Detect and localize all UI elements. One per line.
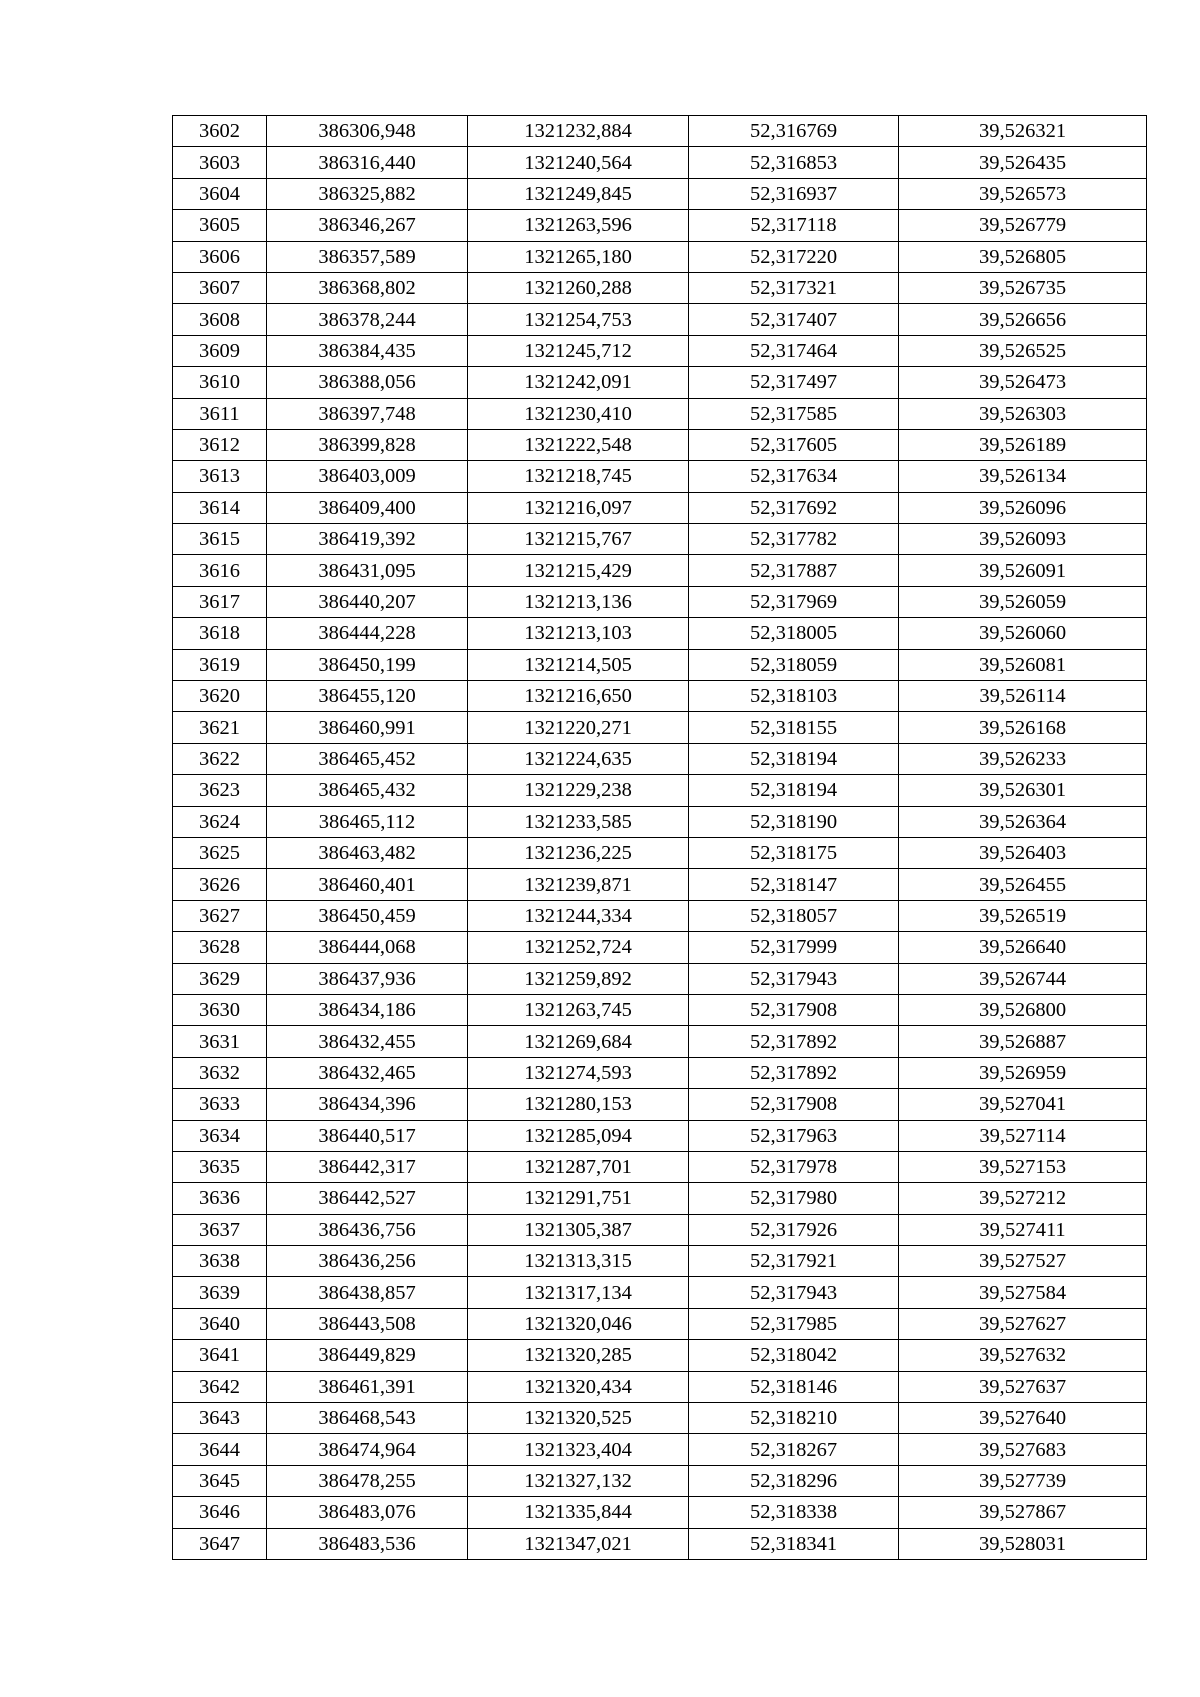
x-coordinate-cell: 386436,256 <box>267 1246 468 1277</box>
latitude-cell: 52,317634 <box>689 461 899 492</box>
table-row <box>173 492 1147 523</box>
y-coordinate-cell: 1321347,021 <box>468 1528 689 1559</box>
y-coordinate-cell: 1321320,525 <box>468 1403 689 1434</box>
x-coordinate-cell: 386409,400 <box>267 492 468 523</box>
latitude-cell: 52,317692 <box>689 492 899 523</box>
longitude-cell: 39,526779 <box>899 210 1147 241</box>
point-number-cell: 3645 <box>173 1465 267 1496</box>
y-coordinate-cell: 1321249,845 <box>468 178 689 209</box>
table-row <box>173 1214 1147 1245</box>
latitude-cell: 52,318147 <box>689 869 899 900</box>
table-row <box>173 1340 1147 1371</box>
latitude-cell: 52,317321 <box>689 272 899 303</box>
point-number-cell: 3606 <box>173 241 267 272</box>
y-coordinate-cell: 1321213,136 <box>468 586 689 617</box>
point-number-cell: 3626 <box>173 869 267 900</box>
point-number-cell: 3627 <box>173 900 267 931</box>
coordinates-table-body <box>173 116 1147 1560</box>
table-row <box>173 618 1147 649</box>
latitude-cell: 52,317921 <box>689 1246 899 1277</box>
table-row <box>173 1465 1147 1496</box>
x-coordinate-cell: 386483,536 <box>267 1528 468 1559</box>
point-number-cell: 3635 <box>173 1151 267 1182</box>
latitude-cell: 52,317782 <box>689 524 899 555</box>
y-coordinate-cell: 1321242,091 <box>468 367 689 398</box>
table-row <box>173 869 1147 900</box>
longitude-cell: 39,526573 <box>899 178 1147 209</box>
longitude-cell: 39,527640 <box>899 1403 1147 1434</box>
longitude-cell: 39,526060 <box>899 618 1147 649</box>
x-coordinate-cell: 386443,508 <box>267 1308 468 1339</box>
x-coordinate-cell: 386432,455 <box>267 1026 468 1057</box>
latitude-cell: 52,317908 <box>689 994 899 1025</box>
longitude-cell: 39,527411 <box>899 1214 1147 1245</box>
longitude-cell: 39,527114 <box>899 1120 1147 1151</box>
latitude-cell: 52,317926 <box>689 1214 899 1245</box>
point-number-cell: 3613 <box>173 461 267 492</box>
x-coordinate-cell: 386444,068 <box>267 932 468 963</box>
x-coordinate-cell: 386384,435 <box>267 335 468 366</box>
x-coordinate-cell: 386399,828 <box>267 429 468 460</box>
point-number-cell: 3646 <box>173 1497 267 1528</box>
table-row <box>173 1434 1147 1465</box>
y-coordinate-cell: 1321222,548 <box>468 429 689 460</box>
table-row <box>173 1057 1147 1088</box>
x-coordinate-cell: 386449,829 <box>267 1340 468 1371</box>
table-row <box>173 178 1147 209</box>
x-coordinate-cell: 386465,452 <box>267 743 468 774</box>
y-coordinate-cell: 1321313,315 <box>468 1246 689 1277</box>
y-coordinate-cell: 1321291,751 <box>468 1183 689 1214</box>
latitude-cell: 52,318005 <box>689 618 899 649</box>
latitude-cell: 52,318155 <box>689 712 899 743</box>
table-row <box>173 367 1147 398</box>
latitude-cell: 52,318059 <box>689 649 899 680</box>
longitude-cell: 39,526301 <box>899 775 1147 806</box>
point-number-cell: 3634 <box>173 1120 267 1151</box>
x-coordinate-cell: 386442,527 <box>267 1183 468 1214</box>
latitude-cell: 52,316937 <box>689 178 899 209</box>
table-row <box>173 712 1147 743</box>
latitude-cell: 52,317585 <box>689 398 899 429</box>
longitude-cell: 39,527683 <box>899 1434 1147 1465</box>
point-number-cell: 3631 <box>173 1026 267 1057</box>
table-row <box>173 555 1147 586</box>
x-coordinate-cell: 386444,228 <box>267 618 468 649</box>
table-row <box>173 241 1147 272</box>
longitude-cell: 39,526744 <box>899 963 1147 994</box>
longitude-cell: 39,527527 <box>899 1246 1147 1277</box>
longitude-cell: 39,527632 <box>899 1340 1147 1371</box>
table-row <box>173 1403 1147 1434</box>
point-number-cell: 3623 <box>173 775 267 806</box>
latitude-cell: 52,317497 <box>689 367 899 398</box>
x-coordinate-cell: 386434,396 <box>267 1089 468 1120</box>
y-coordinate-cell: 1321260,288 <box>468 272 689 303</box>
point-number-cell: 3643 <box>173 1403 267 1434</box>
point-number-cell: 3619 <box>173 649 267 680</box>
longitude-cell: 39,526525 <box>899 335 1147 366</box>
longitude-cell: 39,526735 <box>899 272 1147 303</box>
point-number-cell: 3609 <box>173 335 267 366</box>
x-coordinate-cell: 386460,401 <box>267 869 468 900</box>
latitude-cell: 52,317892 <box>689 1026 899 1057</box>
y-coordinate-cell: 1321236,225 <box>468 837 689 868</box>
latitude-cell: 52,317943 <box>689 1277 899 1308</box>
table-row <box>173 304 1147 335</box>
y-coordinate-cell: 1321320,434 <box>468 1371 689 1402</box>
y-coordinate-cell: 1321218,745 <box>468 461 689 492</box>
latitude-cell: 52,318146 <box>689 1371 899 1402</box>
table-row <box>173 806 1147 837</box>
y-coordinate-cell: 1321254,753 <box>468 304 689 335</box>
table-row <box>173 649 1147 680</box>
y-coordinate-cell: 1321215,429 <box>468 555 689 586</box>
point-number-cell: 3617 <box>173 586 267 617</box>
latitude-cell: 52,318190 <box>689 806 899 837</box>
x-coordinate-cell: 386460,991 <box>267 712 468 743</box>
y-coordinate-cell: 1321252,724 <box>468 932 689 963</box>
y-coordinate-cell: 1321263,745 <box>468 994 689 1025</box>
table-row <box>173 429 1147 460</box>
point-number-cell: 3605 <box>173 210 267 241</box>
latitude-cell: 52,318338 <box>689 1497 899 1528</box>
x-coordinate-cell: 386483,076 <box>267 1497 468 1528</box>
latitude-cell: 52,317978 <box>689 1151 899 1182</box>
y-coordinate-cell: 1321323,404 <box>468 1434 689 1465</box>
latitude-cell: 52,317887 <box>689 555 899 586</box>
latitude-cell: 52,318296 <box>689 1465 899 1496</box>
latitude-cell: 52,318103 <box>689 681 899 712</box>
point-number-cell: 3612 <box>173 429 267 460</box>
point-number-cell: 3630 <box>173 994 267 1025</box>
x-coordinate-cell: 386465,432 <box>267 775 468 806</box>
latitude-cell: 52,317999 <box>689 932 899 963</box>
longitude-cell: 39,526091 <box>899 555 1147 586</box>
table-row <box>173 461 1147 492</box>
longitude-cell: 39,527637 <box>899 1371 1147 1402</box>
point-number-cell: 3632 <box>173 1057 267 1088</box>
point-number-cell: 3620 <box>173 681 267 712</box>
longitude-cell: 39,526640 <box>899 932 1147 963</box>
longitude-cell: 39,526096 <box>899 492 1147 523</box>
point-number-cell: 3624 <box>173 806 267 837</box>
y-coordinate-cell: 1321320,046 <box>468 1308 689 1339</box>
longitude-cell: 39,526059 <box>899 586 1147 617</box>
point-number-cell: 3638 <box>173 1246 267 1277</box>
table-row <box>173 1308 1147 1339</box>
point-number-cell: 3618 <box>173 618 267 649</box>
y-coordinate-cell: 1321213,103 <box>468 618 689 649</box>
table-row <box>173 963 1147 994</box>
longitude-cell: 39,526403 <box>899 837 1147 868</box>
table-row <box>173 524 1147 555</box>
x-coordinate-cell: 386432,465 <box>267 1057 468 1088</box>
latitude-cell: 52,316769 <box>689 116 899 147</box>
x-coordinate-cell: 386397,748 <box>267 398 468 429</box>
point-number-cell: 3610 <box>173 367 267 398</box>
longitude-cell: 39,526114 <box>899 681 1147 712</box>
table-row <box>173 335 1147 366</box>
longitude-cell: 39,527041 <box>899 1089 1147 1120</box>
latitude-cell: 52,318341 <box>689 1528 899 1559</box>
latitude-cell: 52,317118 <box>689 210 899 241</box>
longitude-cell: 39,528031 <box>899 1528 1147 1559</box>
x-coordinate-cell: 386455,120 <box>267 681 468 712</box>
longitude-cell: 39,527739 <box>899 1465 1147 1496</box>
latitude-cell: 52,317220 <box>689 241 899 272</box>
longitude-cell: 39,527212 <box>899 1183 1147 1214</box>
latitude-cell: 52,318210 <box>689 1403 899 1434</box>
longitude-cell: 39,527584 <box>899 1277 1147 1308</box>
longitude-cell: 39,526887 <box>899 1026 1147 1057</box>
y-coordinate-cell: 1321220,271 <box>468 712 689 743</box>
x-coordinate-cell: 386474,964 <box>267 1434 468 1465</box>
latitude-cell: 52,317464 <box>689 335 899 366</box>
y-coordinate-cell: 1321263,596 <box>468 210 689 241</box>
y-coordinate-cell: 1321259,892 <box>468 963 689 994</box>
longitude-cell: 39,527153 <box>899 1151 1147 1182</box>
longitude-cell: 39,527867 <box>899 1497 1147 1528</box>
y-coordinate-cell: 1321224,635 <box>468 743 689 774</box>
y-coordinate-cell: 1321240,564 <box>468 147 689 178</box>
x-coordinate-cell: 386478,255 <box>267 1465 468 1496</box>
y-coordinate-cell: 1321305,387 <box>468 1214 689 1245</box>
point-number-cell: 3622 <box>173 743 267 774</box>
point-number-cell: 3616 <box>173 555 267 586</box>
point-number-cell: 3629 <box>173 963 267 994</box>
latitude-cell: 52,316853 <box>689 147 899 178</box>
table-row <box>173 837 1147 868</box>
latitude-cell: 52,317980 <box>689 1183 899 1214</box>
table-row <box>173 398 1147 429</box>
latitude-cell: 52,317969 <box>689 586 899 617</box>
x-coordinate-cell: 386388,056 <box>267 367 468 398</box>
longitude-cell: 39,526805 <box>899 241 1147 272</box>
y-coordinate-cell: 1321244,334 <box>468 900 689 931</box>
longitude-cell: 39,526134 <box>899 461 1147 492</box>
latitude-cell: 52,317985 <box>689 1308 899 1339</box>
x-coordinate-cell: 386306,948 <box>267 116 468 147</box>
y-coordinate-cell: 1321232,884 <box>468 116 689 147</box>
point-number-cell: 3647 <box>173 1528 267 1559</box>
longitude-cell: 39,526800 <box>899 994 1147 1025</box>
x-coordinate-cell: 386463,482 <box>267 837 468 868</box>
coordinates-table <box>172 115 1147 1560</box>
table-row <box>173 147 1147 178</box>
y-coordinate-cell: 1321214,505 <box>468 649 689 680</box>
latitude-cell: 52,318194 <box>689 775 899 806</box>
latitude-cell: 52,318194 <box>689 743 899 774</box>
x-coordinate-cell: 386461,391 <box>267 1371 468 1402</box>
table-row <box>173 1371 1147 1402</box>
y-coordinate-cell: 1321245,712 <box>468 335 689 366</box>
table-row <box>173 272 1147 303</box>
x-coordinate-cell: 386368,802 <box>267 272 468 303</box>
latitude-cell: 52,318057 <box>689 900 899 931</box>
point-number-cell: 3639 <box>173 1277 267 1308</box>
longitude-cell: 39,526303 <box>899 398 1147 429</box>
y-coordinate-cell: 1321274,593 <box>468 1057 689 1088</box>
point-number-cell: 3604 <box>173 178 267 209</box>
point-number-cell: 3644 <box>173 1434 267 1465</box>
longitude-cell: 39,526455 <box>899 869 1147 900</box>
x-coordinate-cell: 386438,857 <box>267 1277 468 1308</box>
y-coordinate-cell: 1321216,097 <box>468 492 689 523</box>
x-coordinate-cell: 386378,244 <box>267 304 468 335</box>
point-number-cell: 3614 <box>173 492 267 523</box>
y-coordinate-cell: 1321327,132 <box>468 1465 689 1496</box>
y-coordinate-cell: 1321335,844 <box>468 1497 689 1528</box>
longitude-cell: 39,526189 <box>899 429 1147 460</box>
x-coordinate-cell: 386437,936 <box>267 963 468 994</box>
point-number-cell: 3608 <box>173 304 267 335</box>
y-coordinate-cell: 1321215,767 <box>468 524 689 555</box>
x-coordinate-cell: 386450,199 <box>267 649 468 680</box>
point-number-cell: 3621 <box>173 712 267 743</box>
table-row <box>173 1277 1147 1308</box>
x-coordinate-cell: 386316,440 <box>267 147 468 178</box>
latitude-cell: 52,317908 <box>689 1089 899 1120</box>
longitude-cell: 39,527627 <box>899 1308 1147 1339</box>
longitude-cell: 39,526435 <box>899 147 1147 178</box>
point-number-cell: 3603 <box>173 147 267 178</box>
table-row <box>173 210 1147 241</box>
y-coordinate-cell: 1321285,094 <box>468 1120 689 1151</box>
table-row <box>173 116 1147 147</box>
latitude-cell: 52,318267 <box>689 1434 899 1465</box>
x-coordinate-cell: 386468,543 <box>267 1403 468 1434</box>
y-coordinate-cell: 1321320,285 <box>468 1340 689 1371</box>
point-number-cell: 3615 <box>173 524 267 555</box>
point-number-cell: 3602 <box>173 116 267 147</box>
x-coordinate-cell: 386442,317 <box>267 1151 468 1182</box>
table-row <box>173 1183 1147 1214</box>
latitude-cell: 52,318042 <box>689 1340 899 1371</box>
x-coordinate-cell: 386357,589 <box>267 241 468 272</box>
table-row <box>173 1528 1147 1559</box>
table-row <box>173 681 1147 712</box>
longitude-cell: 39,526473 <box>899 367 1147 398</box>
point-number-cell: 3628 <box>173 932 267 963</box>
y-coordinate-cell: 1321269,684 <box>468 1026 689 1057</box>
longitude-cell: 39,526093 <box>899 524 1147 555</box>
y-coordinate-cell: 1321280,153 <box>468 1089 689 1120</box>
point-number-cell: 3642 <box>173 1371 267 1402</box>
table-row <box>173 1089 1147 1120</box>
table-row <box>173 1120 1147 1151</box>
table-row <box>173 994 1147 1025</box>
longitude-cell: 39,526233 <box>899 743 1147 774</box>
table-row <box>173 932 1147 963</box>
longitude-cell: 39,526168 <box>899 712 1147 743</box>
y-coordinate-cell: 1321287,701 <box>468 1151 689 1182</box>
table-row <box>173 1026 1147 1057</box>
y-coordinate-cell: 1321265,180 <box>468 241 689 272</box>
table-row <box>173 743 1147 774</box>
y-coordinate-cell: 1321229,238 <box>468 775 689 806</box>
latitude-cell: 52,317963 <box>689 1120 899 1151</box>
y-coordinate-cell: 1321216,650 <box>468 681 689 712</box>
table-row <box>173 1246 1147 1277</box>
x-coordinate-cell: 386434,186 <box>267 994 468 1025</box>
latitude-cell: 52,317892 <box>689 1057 899 1088</box>
x-coordinate-cell: 386440,517 <box>267 1120 468 1151</box>
x-coordinate-cell: 386450,459 <box>267 900 468 931</box>
longitude-cell: 39,526519 <box>899 900 1147 931</box>
y-coordinate-cell: 1321317,134 <box>468 1277 689 1308</box>
table-row <box>173 1151 1147 1182</box>
table-row <box>173 900 1147 931</box>
point-number-cell: 3640 <box>173 1308 267 1339</box>
longitude-cell: 39,526656 <box>899 304 1147 335</box>
table-row <box>173 586 1147 617</box>
x-coordinate-cell: 386325,882 <box>267 178 468 209</box>
x-coordinate-cell: 386346,267 <box>267 210 468 241</box>
x-coordinate-cell: 386465,112 <box>267 806 468 837</box>
point-number-cell: 3607 <box>173 272 267 303</box>
x-coordinate-cell: 386431,095 <box>267 555 468 586</box>
longitude-cell: 39,526364 <box>899 806 1147 837</box>
table-row <box>173 1497 1147 1528</box>
longitude-cell: 39,526321 <box>899 116 1147 147</box>
table-row <box>173 775 1147 806</box>
latitude-cell: 52,317407 <box>689 304 899 335</box>
latitude-cell: 52,317605 <box>689 429 899 460</box>
latitude-cell: 52,317943 <box>689 963 899 994</box>
x-coordinate-cell: 386403,009 <box>267 461 468 492</box>
y-coordinate-cell: 1321233,585 <box>468 806 689 837</box>
x-coordinate-cell: 386440,207 <box>267 586 468 617</box>
point-number-cell: 3625 <box>173 837 267 868</box>
point-number-cell: 3636 <box>173 1183 267 1214</box>
point-number-cell: 3611 <box>173 398 267 429</box>
latitude-cell: 52,318175 <box>689 837 899 868</box>
y-coordinate-cell: 1321239,871 <box>468 869 689 900</box>
x-coordinate-cell: 386419,392 <box>267 524 468 555</box>
longitude-cell: 39,526959 <box>899 1057 1147 1088</box>
point-number-cell: 3637 <box>173 1214 267 1245</box>
y-coordinate-cell: 1321230,410 <box>468 398 689 429</box>
x-coordinate-cell: 386436,756 <box>267 1214 468 1245</box>
point-number-cell: 3641 <box>173 1340 267 1371</box>
point-number-cell: 3633 <box>173 1089 267 1120</box>
longitude-cell: 39,526081 <box>899 649 1147 680</box>
